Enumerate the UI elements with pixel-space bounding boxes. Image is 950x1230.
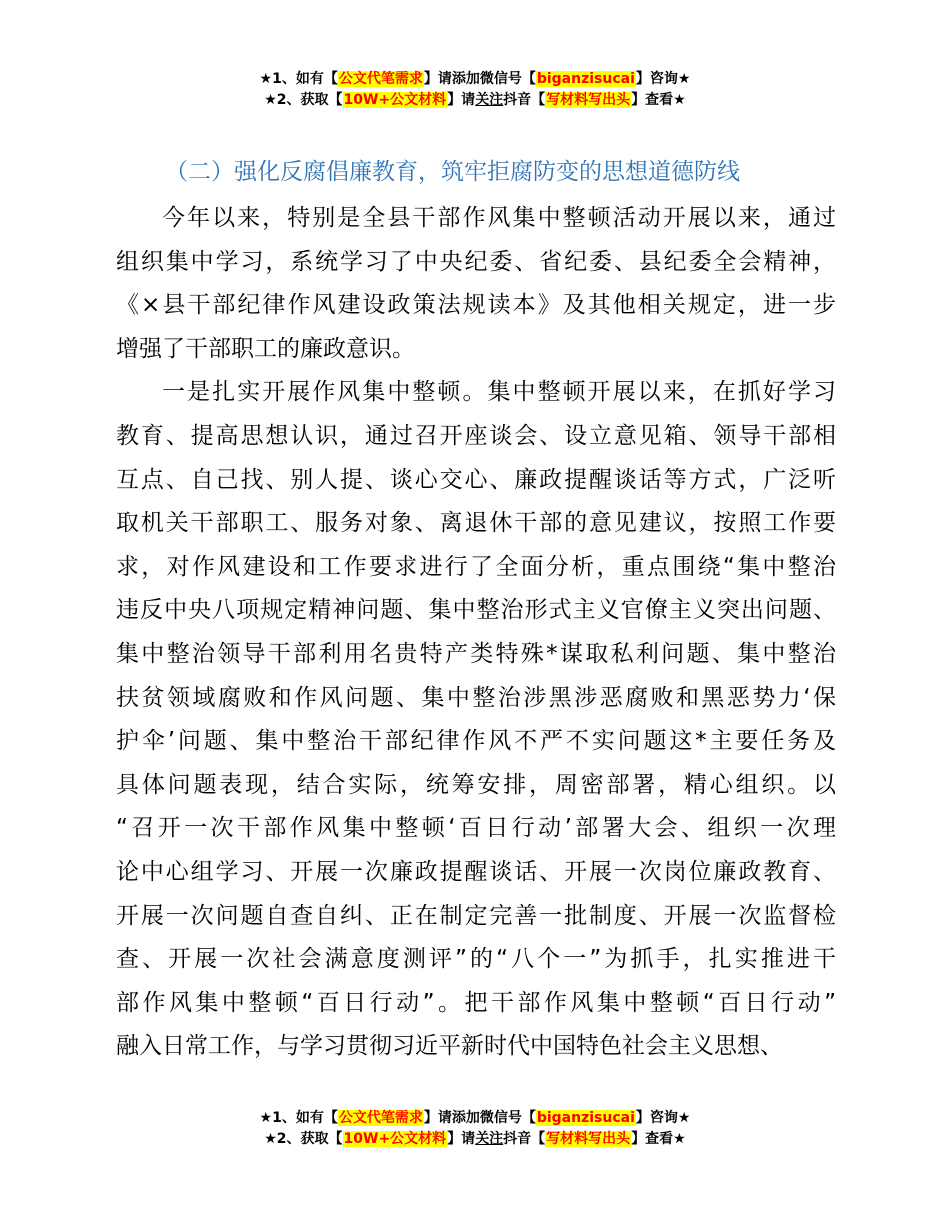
footer-line-2 (0, 1129, 950, 1150)
header-line-1 (0, 69, 950, 90)
paragraph-line: 组织集中学习，系统学习了中央纪委、省纪委、县纪委全会精神， (116, 248, 836, 275)
footer-highlight: 公文代笔需求 (338, 1110, 423, 1126)
footer-banner (0, 1108, 950, 1150)
paragraph-line: 求，对作风建设和工作要求进行了全面分析，重点围绕“集中整治 (116, 553, 836, 580)
paragraph-line: 取机关干部职工、服务对象、离退休干部的意见建议，按照工作要 (116, 510, 836, 537)
paragraph-line: 增强了干部职工的廉政意识。 (116, 335, 415, 362)
paragraph-line: 融入日常工作，与学习贯彻习近平新时代中国特色社会主义思想、 (116, 1033, 783, 1060)
paragraph-line: 教育、提高思想认识，通过召开座谈会、设立意见箱、领导干部相 (116, 422, 836, 449)
section-heading: （二）强化反腐倡廉教育，筑牢拒腐防变的思想道德防线 (165, 159, 740, 185)
header-text: 】请 (447, 92, 476, 108)
header-text: 】查看★ (631, 92, 686, 108)
footer-highlight-wechat-id: biganzisucai (536, 1110, 635, 1126)
paragraph-1 (116, 197, 836, 371)
header-text: ★1、如有【 (259, 71, 338, 87)
paragraph-line: “召开一次干部作风集中整顿‘百日行动’部署大会、组织一次理 (116, 815, 836, 842)
paragraph-line: 互点、自己找、别人提、谈心交心、廉政提醒谈话等方式，广泛听 (116, 466, 836, 493)
footer-highlight: 10W+公文材料 (343, 1131, 447, 1147)
paragraph-line: 护伞’问题、集中整治干部纪律作风不严不实问题这*主要任务及 (116, 728, 836, 755)
footer-text: ★1、如有【 (259, 1110, 338, 1126)
footer-text: ★2、获取【 (264, 1131, 343, 1147)
paragraph-line: 集中整治领导干部利用名贵特产类特殊*谋取私利问题、集中整治 (116, 640, 836, 667)
footer-text: 】咨询★ (635, 1110, 691, 1126)
paragraph-line: 部作风集中整顿“百日行动”。把干部作风集中整顿“百日行动” (116, 989, 836, 1016)
paragraph-line: 开展一次问题自查自纠、正在制定完善一批制度、开展一次监督检 (116, 902, 836, 929)
document-body (116, 197, 836, 1069)
paragraph-line: 《×县干部纪律作风建设政策法规读本》及其他相关规定，进一步 (116, 292, 836, 319)
footer-text: 抖音【 (503, 1131, 546, 1147)
header-text: 】咨询★ (635, 71, 691, 87)
header-underlined-text: 关注 (475, 92, 504, 108)
footer-text: 】请 (447, 1131, 476, 1147)
header-highlight: 公文代笔需求 (338, 71, 423, 87)
paragraph-line: 扶贫领域腐败和作风问题、集中整治涉黑涉恶腐败和黑恶势力‘保 (116, 684, 836, 711)
header-highlight-wechat-id: biganzisucai (536, 71, 635, 87)
footer-text: 】查看★ (631, 1131, 686, 1147)
footer-text: 】请添加微信号【 (423, 1110, 536, 1126)
header-highlight: 10W+公文材料 (343, 92, 447, 108)
paragraph-line: 违反中央八项规定精神问题、集中整治形式主义官僚主义突出问题、 (116, 597, 836, 624)
paragraph-line: 论中心组学习、开展一次廉政提醒谈话、开展一次岗位廉政教育、 (116, 858, 836, 885)
paragraph-line: 一是扎实开展作风集中整顿。集中整顿开展以来，在抓好学习 (162, 379, 836, 406)
footer-highlight-douyin: 写材料写出头 (546, 1131, 631, 1147)
header-banner (0, 69, 950, 111)
header-text: ★2、获取【 (264, 92, 343, 108)
header-text: 】请添加微信号【 (423, 71, 536, 87)
paragraph-2 (116, 371, 836, 1069)
header-highlight-douyin: 写材料写出头 (546, 92, 631, 108)
paragraph-line: 今年以来，特别是全县干部作风集中整顿活动开展以来，通过 (162, 205, 836, 231)
header-text: 抖音【 (503, 92, 546, 108)
header-line-2 (0, 90, 950, 111)
footer-underlined-text: 关注 (475, 1131, 504, 1147)
footer-line-1 (0, 1108, 950, 1129)
paragraph-line: 查、开展一次社会满意度测评”的“八个一”为抓手，扎实推进干 (116, 946, 836, 973)
paragraph-line: 具体问题表现，结合实际，统筹安排，周密部署，精心组织。以 (116, 771, 836, 798)
